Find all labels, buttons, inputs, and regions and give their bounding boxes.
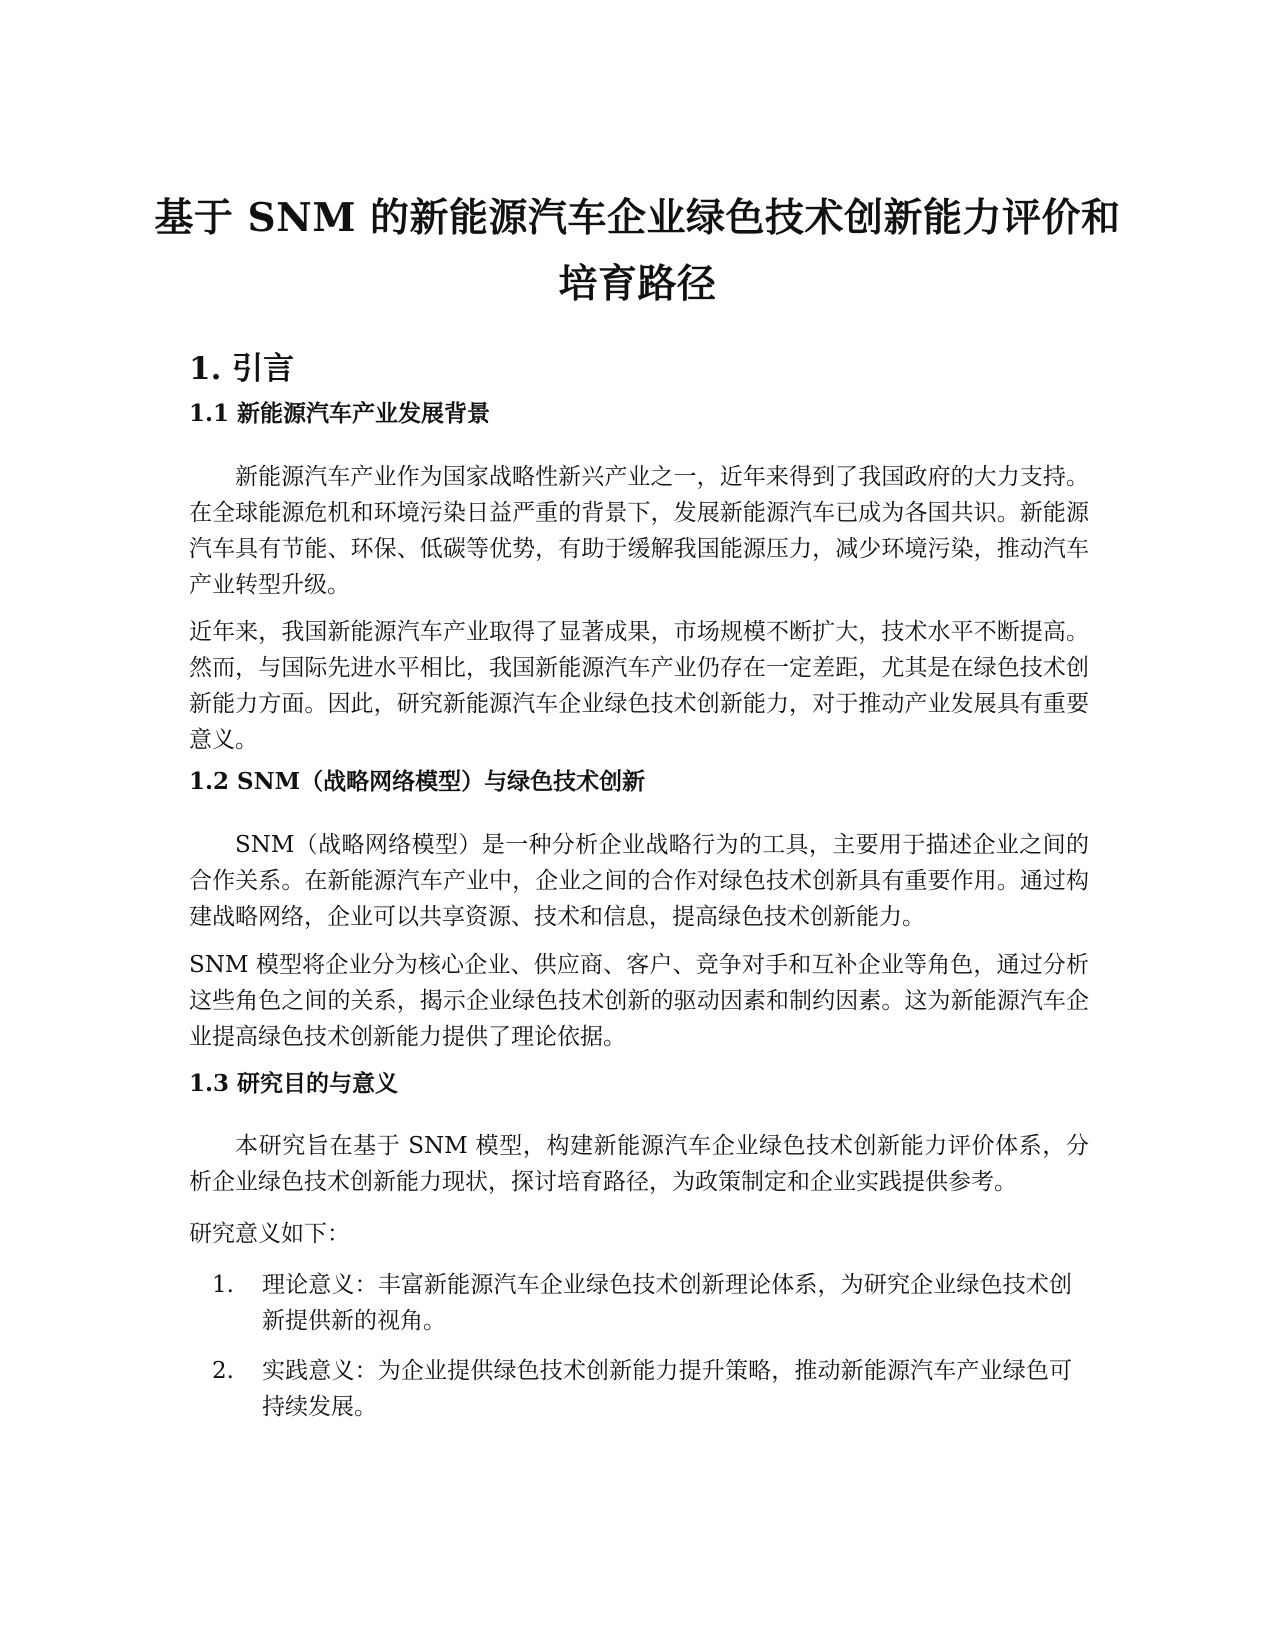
subsection-heading-1-1: 1.1 新能源汽车产业发展背景 bbox=[189, 400, 491, 427]
list-item-text: 理论意义：丰富新能源汽车企业绿色技术创新理论体系，为研究企业绿色技术创新提供新的视角。 bbox=[262, 1272, 1072, 1334]
list-item-text: 实践意义：为企业提供绿色技术创新能力提升策略，推动新能源汽车产业绿色可持续发展。 bbox=[262, 1358, 1072, 1420]
paragraph-1-2-b: SNM 模型将企业分为核心企业、供应商、客户、竞争对手和互补企业等角色，通过分析这些角色之间的关系，揭示企业绿色技术创新的驱动因素和制约因素。这为新能源汽车企业提高绿色技术创新能力提供了理论依据。 bbox=[189, 952, 1089, 1050]
list-item-number: 1. bbox=[212, 1272, 234, 1298]
significance-intro: 研究意义如下： bbox=[189, 1221, 350, 1247]
paragraph-1-3-a: 本研究旨在基于 SNM 模型，构建新能源汽车企业绿色技术创新能力评价体系，分析企业绿色技术创新能力现状，探讨培育路径，为政策制定和企业实践提供参考。 bbox=[189, 1133, 1089, 1195]
paragraph-1-1-a: 新能源汽车产业作为国家战略性新兴产业之一，近年来得到了我国政府的大力支持。在全球能源危机和环境污染日益严重的背景下，发展新能源汽车已成为各国共识。新能源汽车具有节能、环保、低碳等优势，有助于缓解我国能源压力，减少环境污染，推动汽车产业转型升级。 bbox=[189, 464, 1089, 598]
section-heading-introduction: 1. 引言 bbox=[189, 351, 295, 387]
document-title-line-1: 基于 SNM 的新能源汽车企业绿色技术创新能力评价和 bbox=[154, 195, 1121, 241]
document-title-line-2: 培育路径 bbox=[558, 261, 717, 307]
subsection-heading-1-2: 1.2 SNM（战略网络模型）与绿色技术创新 bbox=[189, 768, 646, 795]
list-item-number: 2. bbox=[212, 1358, 234, 1384]
paragraph-1-2-a: SNM（战略网络模型）是一种分析企业战略行为的工具，主要用于描述企业之间的合作关系。在新能源汽车产业中，企业之间的合作对绿色技术创新具有重要作用。通过构建战略网络，企业可以共享资源、技术和信息，提高绿色技术创新能力。 bbox=[189, 832, 1089, 930]
subsection-heading-1-3: 1.3 研究目的与意义 bbox=[189, 1070, 399, 1097]
paragraph-1-1-b: 近年来，我国新能源汽车产业取得了显著成果，市场规模不断扩大，技术水平不断提高。然而，与国际先进水平相比，我国新能源汽车产业仍存在一定差距，尤其是在绿色技术创新能力方面。因此，研究新能源汽车企业绿色技术创新能力，对于推动产业发展具有重要意义。 bbox=[189, 619, 1089, 753]
